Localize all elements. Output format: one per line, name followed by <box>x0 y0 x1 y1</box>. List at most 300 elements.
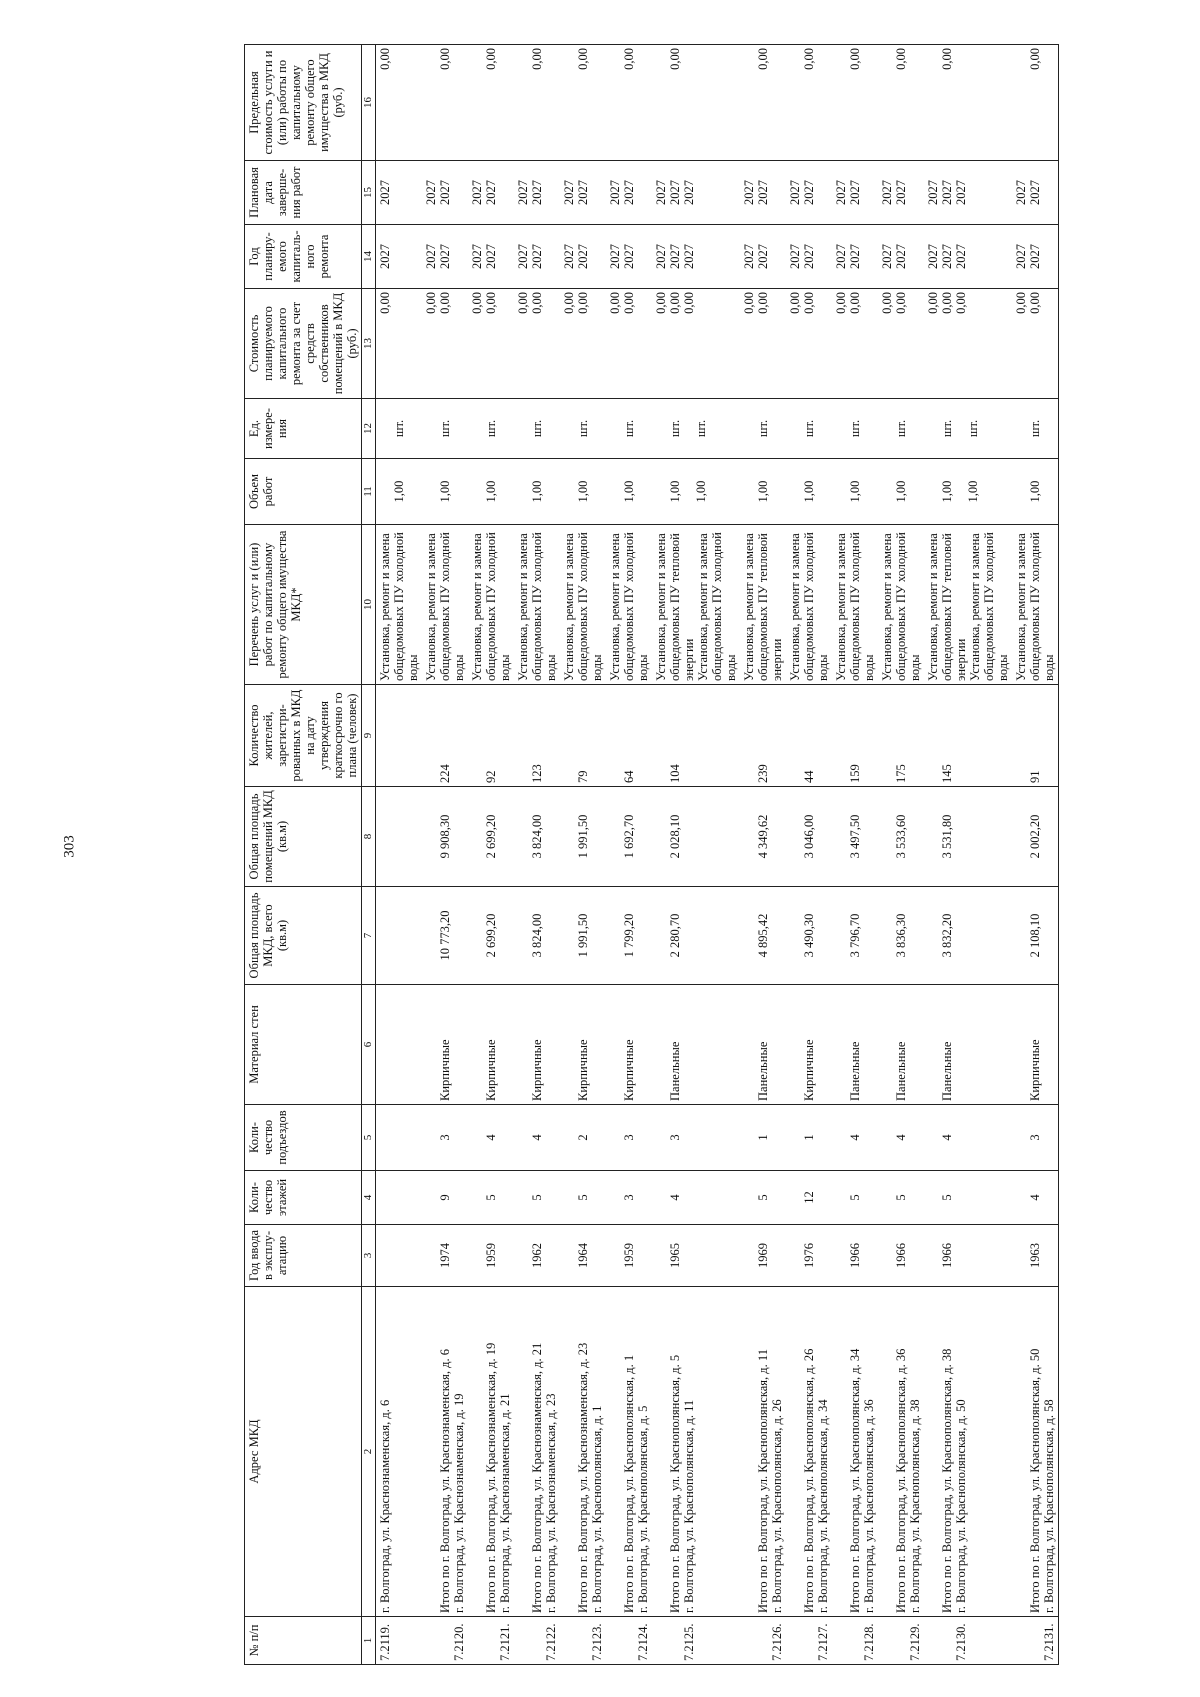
year-built-cell <box>786 1225 832 1287</box>
limit-cost: 0,00 <box>438 48 452 70</box>
total-area: 3 836,30 <box>894 913 908 958</box>
column-header: Коли-чество этажей <box>245 1171 362 1225</box>
unit-cell <box>878 399 924 459</box>
planned-year: 2027 <box>1014 244 1028 269</box>
plan-year-cell <box>924 225 1012 289</box>
unit: шт. <box>694 419 708 438</box>
entrances-cell <box>422 1105 468 1171</box>
column-number: 13 <box>362 289 376 399</box>
address: г. Волгоград, ул. Краснознаменская, д. 21 <box>498 1393 512 1613</box>
planned-date: 2027 <box>622 180 636 205</box>
planned-year: 2027 <box>530 244 544 269</box>
planned-date: 2027 <box>654 180 668 205</box>
table-row <box>652 45 740 1665</box>
floors: 5 <box>756 1194 770 1201</box>
entrances-cell <box>652 1105 740 1171</box>
wall-material-cell <box>514 985 560 1105</box>
subtotal-label: Итого по г. Волгоград, ул. Краснополянская, д. 50 <box>1028 1348 1042 1613</box>
wall-material: Панельные <box>848 1041 862 1101</box>
planned-year: 2027 <box>484 244 498 269</box>
residents: 239 <box>756 764 770 783</box>
address: г. Волгоград, ул. Краснополянская, д. 26 <box>770 1399 784 1613</box>
planned-year: 2027 <box>470 244 484 269</box>
volume-cell <box>422 459 468 525</box>
volume-cell <box>740 459 786 525</box>
year-built: 1974 <box>438 1243 452 1268</box>
limit-cost-cell <box>422 45 468 161</box>
planned-date: 2027 <box>880 180 894 205</box>
planned-cost: 0,00 <box>622 292 636 314</box>
planned-year: 2027 <box>608 244 622 269</box>
planned-cost: 0,00 <box>378 292 392 314</box>
total-area: 2 108,10 <box>1028 913 1042 958</box>
column-header: № п/п <box>245 1617 362 1665</box>
plan-date-cell <box>468 161 514 225</box>
wall-material-cell <box>560 985 606 1105</box>
works-cell <box>1012 525 1059 685</box>
unit-cell <box>514 399 560 459</box>
planned-date: 2027 <box>438 180 452 205</box>
unit: шт. <box>668 419 682 438</box>
entrances: 3 <box>1028 1134 1042 1141</box>
column-header: Стоимость планируемого капитального ремонта за счет средств собственников помещений в МКД (руб.) <box>245 289 362 399</box>
address-cell <box>740 1287 786 1617</box>
entrances: 4 <box>848 1134 862 1141</box>
limit-cost-cell <box>786 45 832 161</box>
header-row <box>245 45 362 1665</box>
works-cell <box>652 525 740 685</box>
total-area: 3 824,00 <box>530 913 544 958</box>
limit-cost-cell <box>832 45 878 161</box>
rooms-area-cell <box>878 787 924 887</box>
total-area: 3 832,20 <box>940 913 954 958</box>
plan-year-cell <box>1012 225 1059 289</box>
cost-cell <box>740 289 786 399</box>
unit: шт. <box>484 419 498 438</box>
unit: шт. <box>756 419 770 438</box>
planned-date: 2027 <box>1014 180 1028 205</box>
planned-year: 2027 <box>834 244 848 269</box>
plan-date-cell <box>786 161 832 225</box>
work-item: Установка, ремонт и замена общедомовых ПУ тепловой энергии <box>742 533 784 681</box>
planned-cost: 0,00 <box>668 292 682 314</box>
floors-cell <box>832 1171 878 1225</box>
residents: 175 <box>894 764 908 783</box>
total-area: 3 490,30 <box>802 913 816 958</box>
cost-cell <box>514 289 560 399</box>
entrances: 2 <box>576 1134 590 1141</box>
planned-date: 2027 <box>378 180 392 205</box>
work-item: Установка, ремонт и замена общедомовых ПУ холодной воды <box>968 532 1010 681</box>
limit-cost-cell <box>606 45 652 161</box>
year-built: 1976 <box>802 1243 816 1268</box>
row-number: 7.2128. <box>862 1623 876 1661</box>
unit: шт. <box>1028 419 1042 438</box>
floors-cell <box>376 1171 423 1225</box>
planned-cost: 0,00 <box>484 292 498 314</box>
planned-year: 2027 <box>788 244 802 269</box>
column-number: 16 <box>362 45 376 161</box>
row-number-cell <box>1012 1617 1059 1665</box>
column-header: Предельная стоимость услуги и (или) работы по капитальному ремонту общего имущества в МКД (руб.) <box>245 45 362 161</box>
row-number: 7.2129. <box>908 1623 922 1661</box>
planned-cost: 0,00 <box>1028 292 1042 314</box>
address-cell <box>652 1287 740 1617</box>
residents-cell <box>786 685 832 787</box>
rooms-area: 2 002,20 <box>1028 814 1042 859</box>
table-row <box>606 45 652 1665</box>
planned-date: 2027 <box>516 180 530 205</box>
planned-cost: 0,00 <box>470 292 484 314</box>
planned-date: 2027 <box>954 180 968 205</box>
column-number: 2 <box>362 1287 376 1617</box>
volume-cell <box>468 459 514 525</box>
limit-cost-cell <box>924 45 1012 161</box>
residents: 145 <box>940 764 954 783</box>
planned-year: 2027 <box>756 244 770 269</box>
planned-year: 2027 <box>424 244 438 269</box>
planned-date: 2027 <box>834 180 848 205</box>
subtotal-label: Итого по г. Волгоград, ул. Краснополянская, д. 38 <box>940 1348 954 1613</box>
table-row <box>468 45 514 1665</box>
work-volume: 1,00 <box>940 480 954 503</box>
table-row <box>924 45 1012 1665</box>
limit-cost: 0,00 <box>894 48 908 70</box>
limit-cost-cell <box>740 45 786 161</box>
entrances-cell <box>832 1105 878 1171</box>
residents-cell <box>422 685 468 787</box>
planned-year: 2027 <box>894 244 908 269</box>
column-header: Общая площадь помещений МКД (кв.м) <box>245 787 362 887</box>
plan-year-cell <box>606 225 652 289</box>
floors: 5 <box>484 1194 498 1201</box>
floors: 5 <box>894 1194 908 1201</box>
cost-cell <box>878 289 924 399</box>
unit: шт. <box>802 419 816 438</box>
total-area-cell <box>786 887 832 985</box>
unit-cell <box>832 399 878 459</box>
column-header: Количество жителей, зарегистри-рованных в МКД на дату утверждения краткосрочно го плана (человек) <box>245 685 362 787</box>
plan-year-cell <box>422 225 468 289</box>
unit-cell <box>422 399 468 459</box>
planned-cost: 0,00 <box>608 292 622 314</box>
residents: 92 <box>484 770 498 783</box>
planned-year: 2027 <box>954 244 968 269</box>
wall-material: Кирпичные <box>576 1039 590 1101</box>
limit-cost: 0,00 <box>1028 48 1042 70</box>
address: г. Волгоград, ул. Краснополянская, д. 1 <box>590 1405 604 1613</box>
total-area: 2 280,70 <box>668 913 682 958</box>
plan-date-cell <box>560 161 606 225</box>
entrances: 4 <box>484 1134 498 1141</box>
entrances: 1 <box>802 1134 816 1141</box>
plan-date-cell <box>924 161 1012 225</box>
plan-year-cell <box>560 225 606 289</box>
limit-cost-cell <box>652 45 740 161</box>
planned-cost: 0,00 <box>562 292 576 314</box>
floors-cell <box>786 1171 832 1225</box>
residents: 64 <box>622 770 636 783</box>
row-number: 7.2123. <box>590 1623 604 1661</box>
residents-cell <box>652 685 740 787</box>
row-number-cell <box>468 1617 514 1665</box>
unit-cell <box>606 399 652 459</box>
planned-cost: 0,00 <box>788 292 802 314</box>
floors: 5 <box>940 1194 954 1201</box>
floors: 4 <box>668 1194 682 1201</box>
planned-cost: 0,00 <box>516 292 530 314</box>
work-item: Установка, ремонт и замена общедомовых ПУ холодной воды <box>470 532 512 681</box>
rooms-area-cell <box>832 787 878 887</box>
total-area-cell <box>740 887 786 985</box>
planned-cost: 0,00 <box>424 292 438 314</box>
year-built-cell <box>924 1225 1012 1287</box>
row-number-cell <box>924 1617 1012 1665</box>
volume-cell <box>1012 459 1059 525</box>
column-number: 3 <box>362 1225 376 1287</box>
column-number-row <box>362 45 376 1665</box>
volume-cell <box>606 459 652 525</box>
plan-year-cell <box>786 225 832 289</box>
floors: 5 <box>530 1194 544 1201</box>
unit-cell <box>1012 399 1059 459</box>
wall-material: Панельные <box>940 1041 954 1101</box>
plan-year-cell <box>376 225 423 289</box>
rooms-area-cell <box>468 787 514 887</box>
subtotal-label: Итого по г. Волгоград, ул. Краснополянская, д. 5 <box>668 1354 682 1613</box>
rooms-area: 2 699,20 <box>484 814 498 859</box>
limit-cost: 0,00 <box>848 48 862 70</box>
floors: 9 <box>438 1194 452 1201</box>
rotated-table-page <box>208 0 1200 1697</box>
wall-material: Панельные <box>668 1041 682 1101</box>
row-number-cell <box>376 1617 423 1665</box>
subtotal-label: Итого по г. Волгоград, ул. Краснознаменская, д. 6 <box>438 1348 452 1613</box>
column-number: 11 <box>362 459 376 525</box>
plan-date-cell <box>740 161 786 225</box>
unit-cell <box>468 399 514 459</box>
plan-date-cell <box>606 161 652 225</box>
subtotal-label: Итого по г. Волгоград, ул. Краснополянская, д. 11 <box>756 1349 770 1613</box>
total-area: 4 895,42 <box>756 913 770 958</box>
limit-cost-cell <box>376 45 423 161</box>
limit-cost: 0,00 <box>378 48 392 70</box>
rooms-area: 3 531,80 <box>940 814 954 859</box>
planned-year: 2027 <box>926 244 940 269</box>
column-number: 14 <box>362 225 376 289</box>
unit-cell <box>740 399 786 459</box>
planned-cost: 0,00 <box>894 292 908 314</box>
planned-year: 2027 <box>438 244 452 269</box>
address-cell <box>468 1287 514 1617</box>
column-number: 6 <box>362 985 376 1105</box>
wall-material-cell <box>740 985 786 1105</box>
planned-year: 2027 <box>848 244 862 269</box>
cost-cell <box>786 289 832 399</box>
entrances-cell <box>514 1105 560 1171</box>
limit-cost: 0,00 <box>576 48 590 70</box>
entrances-cell <box>560 1105 606 1171</box>
work-item: Установка, ремонт и замена общедомовых ПУ тепловой энергии <box>926 533 968 681</box>
year-built-cell <box>878 1225 924 1287</box>
limit-cost: 0,00 <box>622 48 636 70</box>
plan-date-cell <box>376 161 423 225</box>
address-cell <box>786 1287 832 1617</box>
planned-cost: 0,00 <box>654 292 668 314</box>
column-header: Ед. измере-ния <box>245 399 362 459</box>
row-number-cell <box>832 1617 878 1665</box>
unit: шт. <box>438 419 452 438</box>
residents: 91 <box>1028 770 1042 783</box>
rooms-area: 9 908,30 <box>438 814 452 859</box>
planned-date: 2027 <box>1028 180 1042 205</box>
rooms-area-cell <box>606 787 652 887</box>
residents-cell <box>832 685 878 787</box>
entrances-cell <box>740 1105 786 1171</box>
work-volume: 1,00 <box>1028 480 1042 503</box>
subtotal-label: Итого по г. Волгоград, ул. Краснознаменская, д. 21 <box>530 1342 544 1613</box>
unit: шт. <box>894 419 908 438</box>
total-area: 2 699,20 <box>484 913 498 958</box>
unit-cell <box>376 399 423 459</box>
entrances-cell <box>606 1105 652 1171</box>
year-built-cell <box>514 1225 560 1287</box>
rooms-area-cell <box>740 787 786 887</box>
address-cell <box>1012 1287 1059 1617</box>
works-cell <box>376 525 423 685</box>
work-volume: 1,00 <box>576 480 590 503</box>
entrances-cell <box>786 1105 832 1171</box>
wall-material: Кирпичные <box>622 1039 636 1101</box>
floors: 3 <box>622 1194 636 1201</box>
unit-cell <box>560 399 606 459</box>
planned-date: 2027 <box>894 180 908 205</box>
residents: 224 <box>438 764 452 783</box>
row-number: 7.2121. <box>498 1623 512 1661</box>
address-cell <box>832 1287 878 1617</box>
planned-cost: 0,00 <box>576 292 590 314</box>
unit-cell <box>652 399 740 459</box>
capital-repair-table <box>244 44 1059 1665</box>
volume-cell <box>652 459 740 525</box>
column-header: Перечень услуг и (или) работ по капитальному ремонту общего имущества МКД* <box>245 525 362 685</box>
residents-cell <box>740 685 786 787</box>
table-row <box>560 45 606 1665</box>
rooms-area-cell <box>786 787 832 887</box>
table-header <box>245 45 376 1665</box>
column-number: 10 <box>362 525 376 685</box>
planned-cost: 0,00 <box>926 292 940 314</box>
cost-cell <box>652 289 740 399</box>
rooms-area: 3 533,60 <box>894 814 908 859</box>
limit-cost-cell <box>878 45 924 161</box>
total-area-cell <box>924 887 1012 985</box>
rooms-area-cell <box>376 787 423 887</box>
year-built-cell <box>652 1225 740 1287</box>
wall-material: Кирпичные <box>438 1039 452 1101</box>
work-item: Установка, ремонт и замена общедомовых ПУ холодной воды <box>788 532 830 681</box>
work-item: Установка, ремонт и замена общедомовых ПУ холодной воды <box>378 532 420 681</box>
wall-material-cell <box>422 985 468 1105</box>
work-item: Установка, ремонт и замена общедомовых ПУ холодной воды <box>562 532 604 681</box>
column-number: 1 <box>362 1617 376 1665</box>
address-cell <box>422 1287 468 1617</box>
work-volume: 1,00 <box>756 480 770 503</box>
rooms-area: 3 824,00 <box>530 814 544 859</box>
rooms-area: 4 349,62 <box>756 814 770 859</box>
planned-date: 2027 <box>484 180 498 205</box>
planned-cost: 0,00 <box>834 292 848 314</box>
floors-cell <box>468 1171 514 1225</box>
work-item: Установка, ремонт и замена общедомовых ПУ холодной воды <box>424 532 466 681</box>
planned-year: 2027 <box>516 244 530 269</box>
column-header: Адрес МКД <box>245 1287 362 1617</box>
address: г. Волгоград, ул. Краснополянская, д. 11 <box>682 1399 696 1613</box>
cost-cell <box>468 289 514 399</box>
wall-material-cell <box>468 985 514 1105</box>
limit-cost-cell <box>514 45 560 161</box>
planned-date: 2027 <box>926 180 940 205</box>
work-volume: 1,00 <box>802 480 816 503</box>
address: г. Волгоград, ул. Краснополянская, д. 36 <box>862 1399 876 1613</box>
works-cell <box>924 525 1012 685</box>
planned-cost: 0,00 <box>742 292 756 314</box>
cost-cell <box>924 289 1012 399</box>
subtotal-label: Итого по г. Волгоград, ул. Краснознаменская, д. 23 <box>576 1342 590 1613</box>
total-area-cell <box>652 887 740 985</box>
planned-year: 2027 <box>378 244 392 269</box>
cost-cell <box>560 289 606 399</box>
row-number: 7.2127. <box>816 1623 830 1661</box>
row-number: 7.2131. <box>1042 1623 1056 1661</box>
total-area: 3 796,70 <box>848 913 862 958</box>
works-cell <box>740 525 786 685</box>
volume-cell <box>514 459 560 525</box>
planned-date: 2027 <box>756 180 770 205</box>
planned-year: 2027 <box>1028 244 1042 269</box>
row-number-cell <box>786 1617 832 1665</box>
year-built-cell <box>422 1225 468 1287</box>
floors: 12 <box>802 1191 816 1204</box>
column-number: 9 <box>362 685 376 787</box>
work-volume: 1,00 <box>484 480 498 503</box>
limit-cost: 0,00 <box>668 48 682 70</box>
planned-date: 2027 <box>848 180 862 205</box>
works-cell <box>468 525 514 685</box>
row-number-cell <box>560 1617 606 1665</box>
address: г. Волгоград, ул. Краснознаменская, д. 23 <box>544 1393 558 1613</box>
year-built-cell <box>606 1225 652 1287</box>
planned-year: 2027 <box>802 244 816 269</box>
volume-cell <box>376 459 423 525</box>
table-row <box>422 45 468 1665</box>
subtotal-label: Итого по г. Волгоград, ул. Краснополянская, д. 34 <box>848 1348 862 1613</box>
rooms-area: 3 497,50 <box>848 814 862 859</box>
work-item: Установка, ремонт и замена общедомовых ПУ холодной воды <box>1014 532 1056 681</box>
residents: 159 <box>848 764 862 783</box>
wall-material-cell <box>786 985 832 1105</box>
planned-year: 2027 <box>742 244 756 269</box>
work-volume: 1,00 <box>622 480 636 503</box>
column-number: 8 <box>362 787 376 887</box>
floors: 5 <box>848 1194 862 1201</box>
residents: 44 <box>802 770 816 783</box>
planned-date: 2027 <box>742 180 756 205</box>
work-item: Установка, ремонт и замена общедомовых ПУ холодной воды <box>608 532 650 681</box>
row-number-cell <box>652 1617 740 1665</box>
row-number: 7.2126. <box>770 1623 784 1661</box>
rooms-area-cell <box>1012 787 1059 887</box>
